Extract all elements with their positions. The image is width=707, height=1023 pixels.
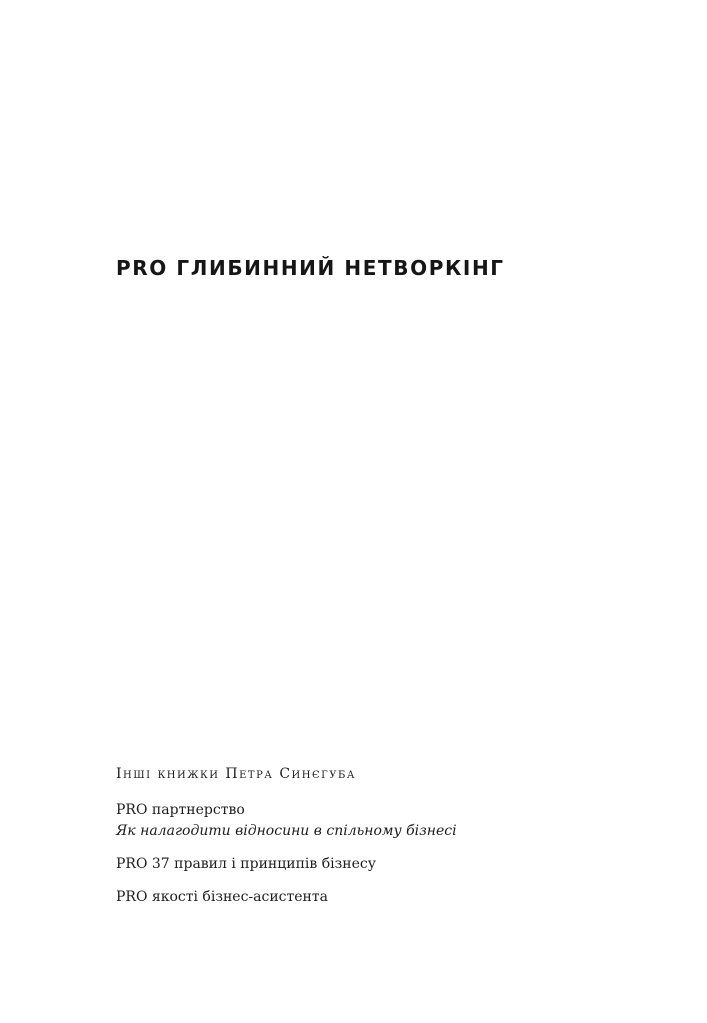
- book-entry: [116, 887, 656, 908]
- book-entry-title: PRO якості бізнес-асистента: [116, 889, 328, 905]
- book-entry: [116, 854, 656, 875]
- book-entry-title: PRO партнерство: [116, 802, 245, 818]
- book-entry-title: PRO 37 правил і принципів бізнесу: [116, 856, 376, 872]
- other-books-section: [116, 766, 656, 920]
- book-entry-subtitle: Як налагодити відносини в спільному бізнесі: [116, 823, 457, 839]
- other-books-heading: Інші книжки Петра Синєгуба: [116, 766, 356, 782]
- book-entry: [116, 800, 656, 842]
- book-title: PRO ГЛИБИННИЙ НЕТВОРКІНГ: [116, 256, 505, 280]
